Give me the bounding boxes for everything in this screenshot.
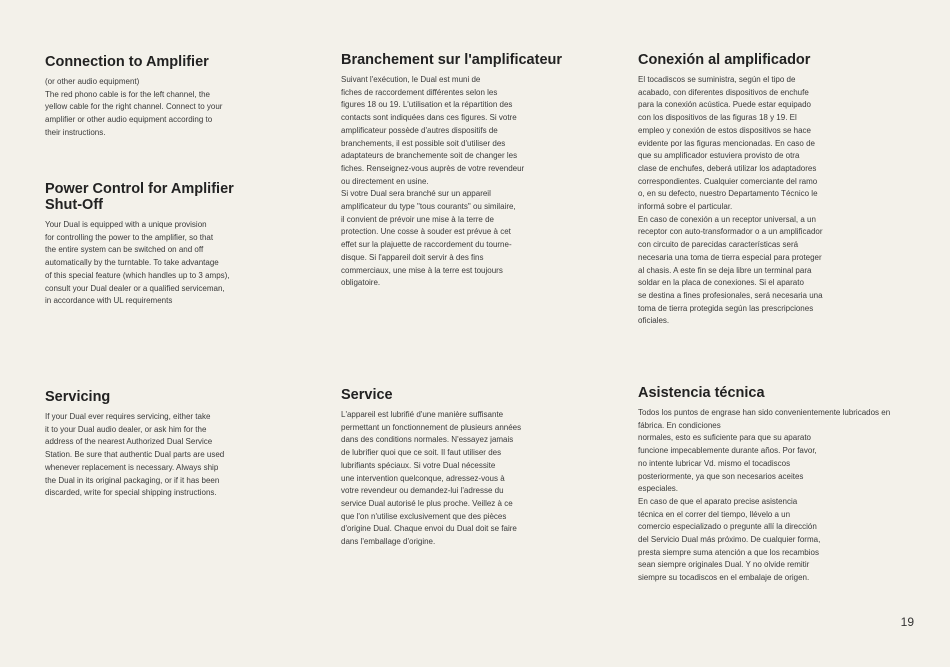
asistencia-title: Asistencia técnica (638, 385, 765, 401)
connection-body: (or other audio equipment) The red phono cable is for the left channel, the yellow cable for the right channel. Connect to your amplifier or other audio equipment according to their instructions. (45, 77, 223, 137)
section-power-control (45, 181, 307, 308)
conexion-title: Conexión al amplificador (638, 52, 811, 68)
branchement-title: Branchement sur l'amplificateur (341, 52, 563, 68)
branchement-body: Suivant l'exécution, le Dual est muni de fiches de raccordement différentes selon les figures 18 ou 19. L'utilisation et la répartition des contacts sont indiquées dans ces figures. Si votre amplificateur possède d'autres dispositifs de branchements, il est possible soit d'utiliser des adaptateurs de branchemente soit de changer les fiches. Renseignez-vous auprès de votre revendeur ou directement en usine. Si votre Dual sera branché sur un appareil amplificateur du type "tous courants" ou similaire, il convient de prévoir une mise à la terre de protection. Une cosse à souder est prévue à cet effet sur la plajuette de raccordement du tourne- disque. Si l'appareil doit servir à des fins commerciaux, une mise à la terre est toujours obligatoire. (341, 75, 525, 288)
section-conexion (638, 52, 900, 328)
page-number: 19 (900, 615, 914, 629)
connection-title: Connection to Amplifier (45, 54, 209, 70)
power-control-body: Your Dual is equipped with a unique provision for controlling the power to the amplifier, so that the entire system can be switched on and off automatically by the turntable. To take advantage of this special feature (which handles up to 3 amps), consult your Dual dealer or a qualified serviceman, in accordance with UL requirements (45, 220, 230, 306)
section-connection (45, 54, 307, 140)
asistencia-body: Todos los puntos de engrase han sido convenientemente lubricados en fábrica. En condiciones normales, esto es suficiente para que su aparato funcione impecablemente durante años. Por favor, no intente lubricar Vd. mismo el tocadiscos posteriormente, ya que son necesarios aceites especiales. En caso de que el aparato precise asistencia técnica en el correr del tiempo, llévelo a un comercio especializado o pregunte allí la dirección del Servicio Dual más próximo. De cualquier forma, presta siempre suma atención a que los recambios sean siempre originales Dual. Y no olvide remitir siempre su tocadiscos en el embalaje de origen. (638, 408, 891, 583)
section-branchement (341, 52, 603, 290)
section-servicing (45, 389, 307, 500)
servicing-title: Servicing (45, 389, 111, 405)
conexion-body: El tocadiscos se suministra, según el tipo de acabado, con diferentes dispositivos de enchufe para la conexión acústica. Puede estar equipado con los dispositivos de las figuras 18 y 19. El empleo y conexión de estos dispositivos se hace evidente por las figuras mencionadas. En caso de que su amplificador estuviera provisto de otra clase de enchufes, deberá utilizar los adaptadores correspondientes. Cualquier comerciante del ramo o, en su defecto, nuestro Departamento Técnico le informá sobre el particular. En caso de conexión a un receptor universal, a un receptor con auto-transformador o a un amplificador con circuito de parecidas características será necesaria una toma de tierra especial para proteger al chasis. A este fin se deja libre un terminal para soldar en la placa de conexiones. Si el aparato se destina a fines profesionales, será necesaria una toma de tierra protegida según las prescripciones oficiales. (638, 75, 823, 326)
section-asistencia (638, 385, 900, 585)
power-control-title: Power Control for Amplifier Shut-Off (45, 181, 234, 213)
service-body: L'appareil est lubrifié d'une manière suffisante permettant un fonctionnement de plusieurs années dans des conditions normales. N'essayez jamais de lubrifier quoi que ce soit. Il faut utiliser des lubrifiants spéciaux. Si votre Dual nécessite une intervention quelconque, adressez-vous à votre revendeur ou demandez-lui l'adresse du service Dual autorisé le plus proche. Veillez à ce que l'on n'utilise exclusivement que des pièces d'origine Dual. Chaque envoi du Dual doit se faire dans l'emballage d'origine. (341, 410, 522, 547)
servicing-body: If your Dual ever requires servicing, either take it to your Dual audio dealer, or ask him for the address of the nearest Authorized Dual Service Station. Be sure that authentic Dual parts are used whenever replacement is necessary. Always ship the Dual in its original packaging, or if it has been discarded, write for special shipping instructions. (45, 412, 225, 498)
service-title: Service (341, 387, 393, 403)
section-service (341, 387, 603, 549)
